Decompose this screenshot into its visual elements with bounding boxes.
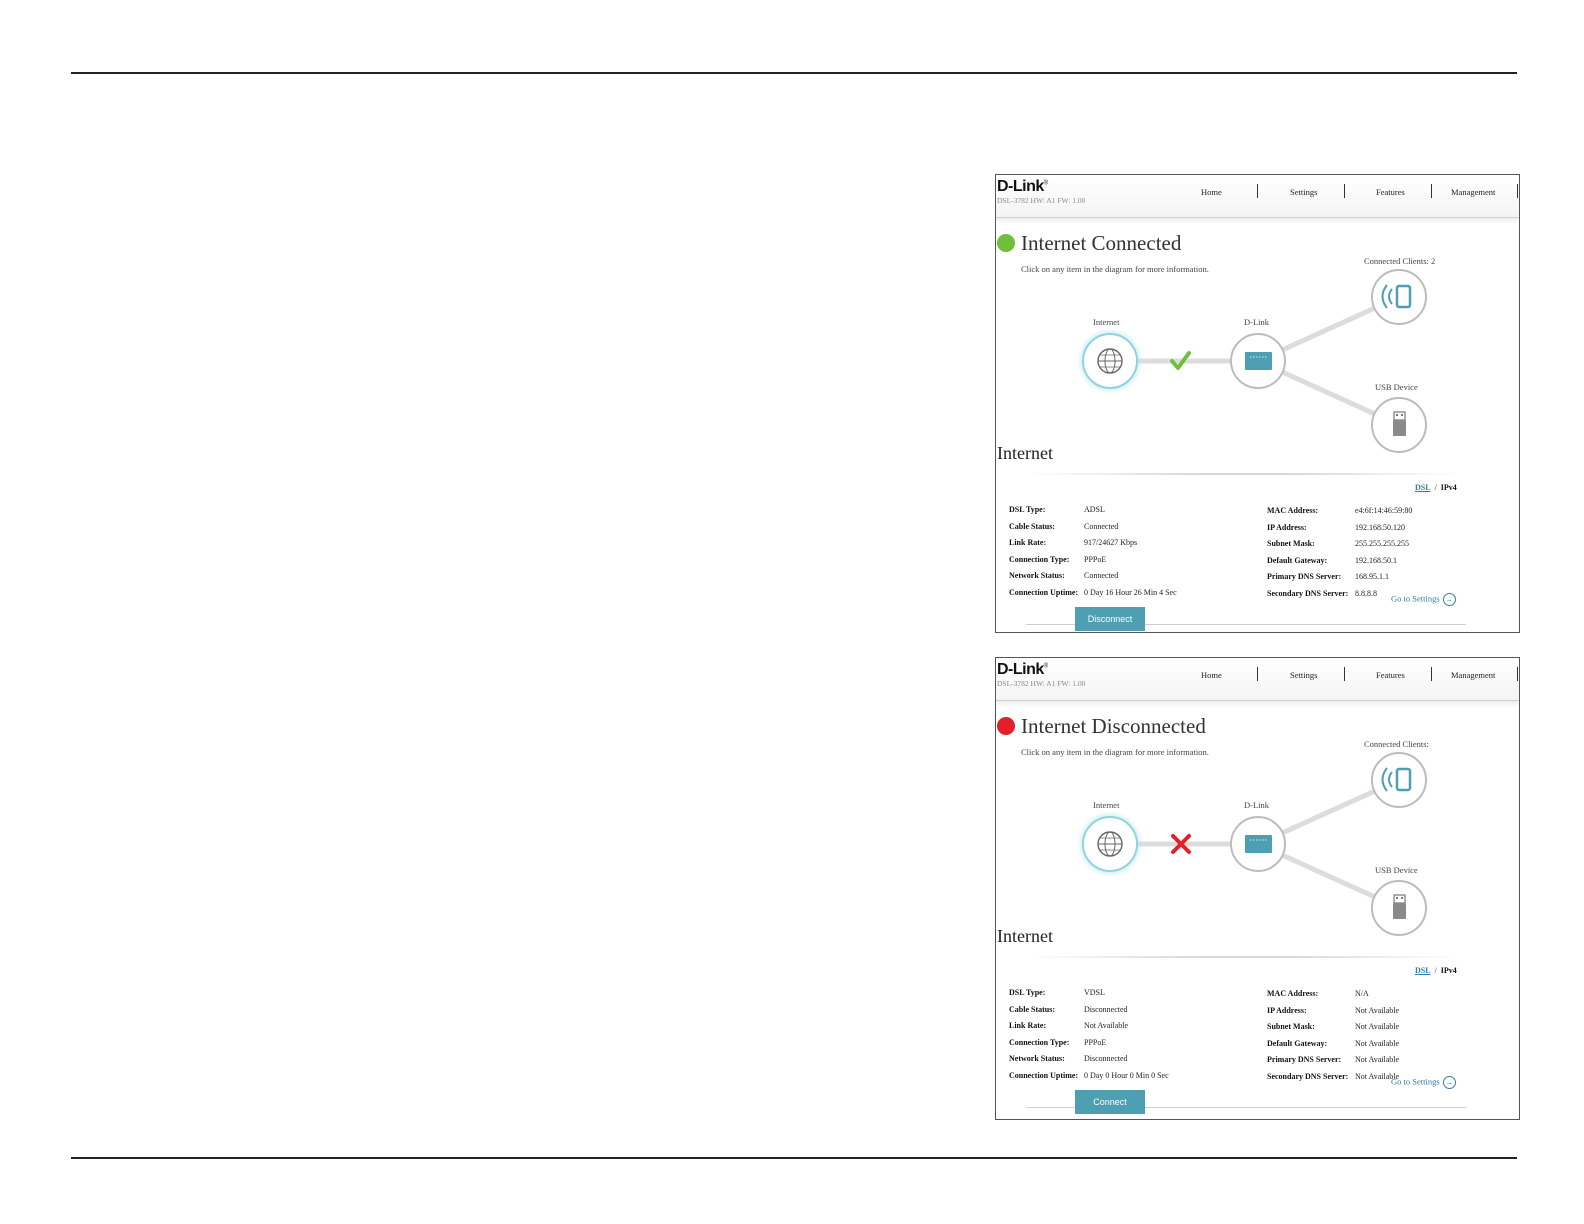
info-label: Subnet Mask: — [1267, 1022, 1315, 1032]
connected-clients-label: Connected Clients: — [1364, 739, 1429, 749]
internet-node-label: Internet — [1093, 800, 1120, 810]
info-value: Disconnected — [1084, 1004, 1128, 1014]
info-value: PPPoE — [1084, 1037, 1107, 1047]
info-label: Secondary DNS Server: — [1267, 589, 1349, 598]
info-value: 0 Day 16 Hour 26 Min 4 Sec — [1084, 588, 1177, 597]
info-value: e4:6f:14:46:59:80 — [1355, 506, 1413, 515]
tab-ipv4[interactable]: IPv4 — [1440, 483, 1457, 492]
usb-drive-icon — [1394, 412, 1405, 420]
tab-separator: / — [1434, 483, 1437, 492]
section-title: Internet — [997, 926, 1053, 946]
router-node-label: D-Link — [1244, 800, 1270, 810]
info-label: IP Address: — [1267, 1005, 1307, 1015]
dlink-logo[interactable]: D-Link® — [997, 178, 1048, 195]
info-label: DSL Type: — [1009, 988, 1046, 997]
tab-ipv4[interactable]: IPv4 — [1440, 966, 1457, 975]
connection-toggle-button[interactable]: Disconnect — [1075, 607, 1145, 631]
nav-management[interactable]: Management — [1451, 670, 1496, 680]
info-value: VDSL — [1084, 988, 1105, 997]
tab-separator: / — [1434, 966, 1437, 975]
section-title: Internet — [997, 443, 1053, 463]
connected-clients-label: Connected Clients: 2 — [1364, 256, 1436, 266]
info-label: Link Rate: — [1009, 1021, 1047, 1031]
info-tabs — [1415, 966, 1457, 975]
router-node[interactable] — [1231, 817, 1285, 871]
info-label: Cable Status: — [1009, 521, 1056, 531]
section-divider — [1024, 473, 1464, 475]
info-label: Connection Uptime: — [1009, 588, 1079, 597]
usb-node[interactable] — [1372, 881, 1426, 935]
info-value: Disconnected — [1084, 1054, 1128, 1064]
info-label: Link Rate: — [1009, 538, 1047, 548]
go-to-settings-link[interactable]: Go to Settings → — [1391, 1076, 1456, 1089]
info-label: Network Status: — [1009, 1054, 1065, 1064]
router-icon — [1245, 835, 1272, 853]
info-value: 192.168.50.120 — [1355, 522, 1405, 532]
router-node[interactable] — [1231, 334, 1285, 388]
clients-node[interactable] — [1372, 753, 1426, 807]
model-info: DSL-3782 HW: A1 FW: 1.00 — [997, 679, 1086, 688]
usb-node[interactable] — [1372, 398, 1426, 452]
router-icon — [1245, 352, 1272, 370]
info-value: Connected — [1084, 521, 1119, 531]
info-value: 192.168.50.1 — [1355, 555, 1397, 565]
info-value: Not Available — [1355, 1038, 1400, 1048]
info-label: Default Gateway: — [1267, 1038, 1328, 1048]
diagram-hint: Click on any item in the diagram for more information. — [1021, 264, 1209, 274]
router-status-panel-disconnected — [995, 657, 1520, 1120]
go-to-settings-link[interactable]: Go to Settings → — [1391, 593, 1456, 606]
nav-home[interactable]: Home — [1201, 670, 1222, 680]
info-value: 8.8.8.8 — [1355, 589, 1377, 598]
info-label: MAC Address: — [1267, 506, 1319, 515]
usb-drive-icon — [1394, 895, 1405, 903]
internet-node[interactable] — [1077, 328, 1143, 394]
info-label: MAC Address: — [1267, 989, 1319, 998]
info-value: Not Available — [1355, 1022, 1400, 1032]
info-value: 255.255.255.255 — [1355, 539, 1409, 549]
clients-node[interactable] — [1372, 270, 1426, 324]
info-label: IP Address: — [1267, 522, 1307, 532]
diagram-hint: Click on any item in the diagram for more information. — [1021, 747, 1209, 757]
info-value: Not Available — [1355, 1005, 1400, 1015]
router-status-panel-connected — [995, 174, 1520, 633]
info-value: Not Available — [1355, 1072, 1400, 1081]
arrow-right-circle-icon: → — [1443, 593, 1456, 606]
info-label: Primary DNS Server: — [1267, 572, 1342, 582]
info-label: Default Gateway: — [1267, 555, 1328, 565]
internet-status-title: Internet Disconnected — [1021, 714, 1206, 738]
info-value: ADSL — [1084, 505, 1105, 514]
nav-home[interactable]: Home — [1201, 187, 1222, 197]
tab-dsl[interactable]: DSL — [1415, 483, 1431, 492]
tab-dsl[interactable]: DSL — [1415, 966, 1431, 975]
connection-toggle-button[interactable]: Connect — [1075, 1090, 1145, 1114]
info-value: Connected — [1084, 571, 1119, 581]
usb-node-label: USB Device — [1375, 865, 1418, 875]
internet-status-title: Internet Connected — [1021, 231, 1182, 255]
info-label: Subnet Mask: — [1267, 539, 1315, 549]
info-value: 168.95.1.1 — [1355, 572, 1389, 582]
info-value: Not Available — [1355, 1055, 1400, 1065]
info-label: Primary DNS Server: — [1267, 1055, 1342, 1065]
info-tabs — [1415, 483, 1457, 492]
info-value: PPPoE — [1084, 554, 1107, 564]
nav-settings[interactable]: Settings — [1290, 187, 1318, 197]
internet-node[interactable] — [1077, 811, 1143, 877]
section-divider — [1024, 956, 1464, 958]
info-label: Secondary DNS Server: — [1267, 1072, 1349, 1081]
info-value: 0 Day 0 Hour 0 Min 0 Sec — [1084, 1071, 1169, 1080]
info-label: Connection Type: — [1009, 1037, 1070, 1047]
usb-node-label: USB Device — [1375, 382, 1418, 392]
info-label: Network Status: — [1009, 571, 1065, 581]
nav-management[interactable]: Management — [1451, 187, 1496, 197]
top-rule — [71, 72, 1517, 74]
internet-node-label: Internet — [1093, 317, 1120, 327]
info-label: Connection Type: — [1009, 554, 1070, 564]
nav-features[interactable]: Features — [1376, 670, 1405, 680]
dlink-logo[interactable]: D-Link® — [997, 661, 1048, 678]
info-value: 917/24627 Kbps — [1084, 538, 1138, 548]
info-label: DSL Type: — [1009, 505, 1046, 514]
info-label: Cable Status: — [1009, 1004, 1056, 1014]
bottom-rule — [71, 1157, 1517, 1159]
arrow-right-circle-icon: → — [1443, 1076, 1456, 1089]
model-info: DSL-3782 HW: A1 FW: 1.00 — [997, 196, 1086, 205]
info-value: Not Available — [1084, 1021, 1129, 1031]
info-value: N/A — [1355, 989, 1369, 998]
nav-features[interactable]: Features — [1376, 187, 1405, 197]
info-label: Connection Uptime: — [1009, 1071, 1079, 1080]
nav-settings[interactable]: Settings — [1290, 670, 1318, 680]
router-node-label: D-Link — [1244, 317, 1270, 327]
